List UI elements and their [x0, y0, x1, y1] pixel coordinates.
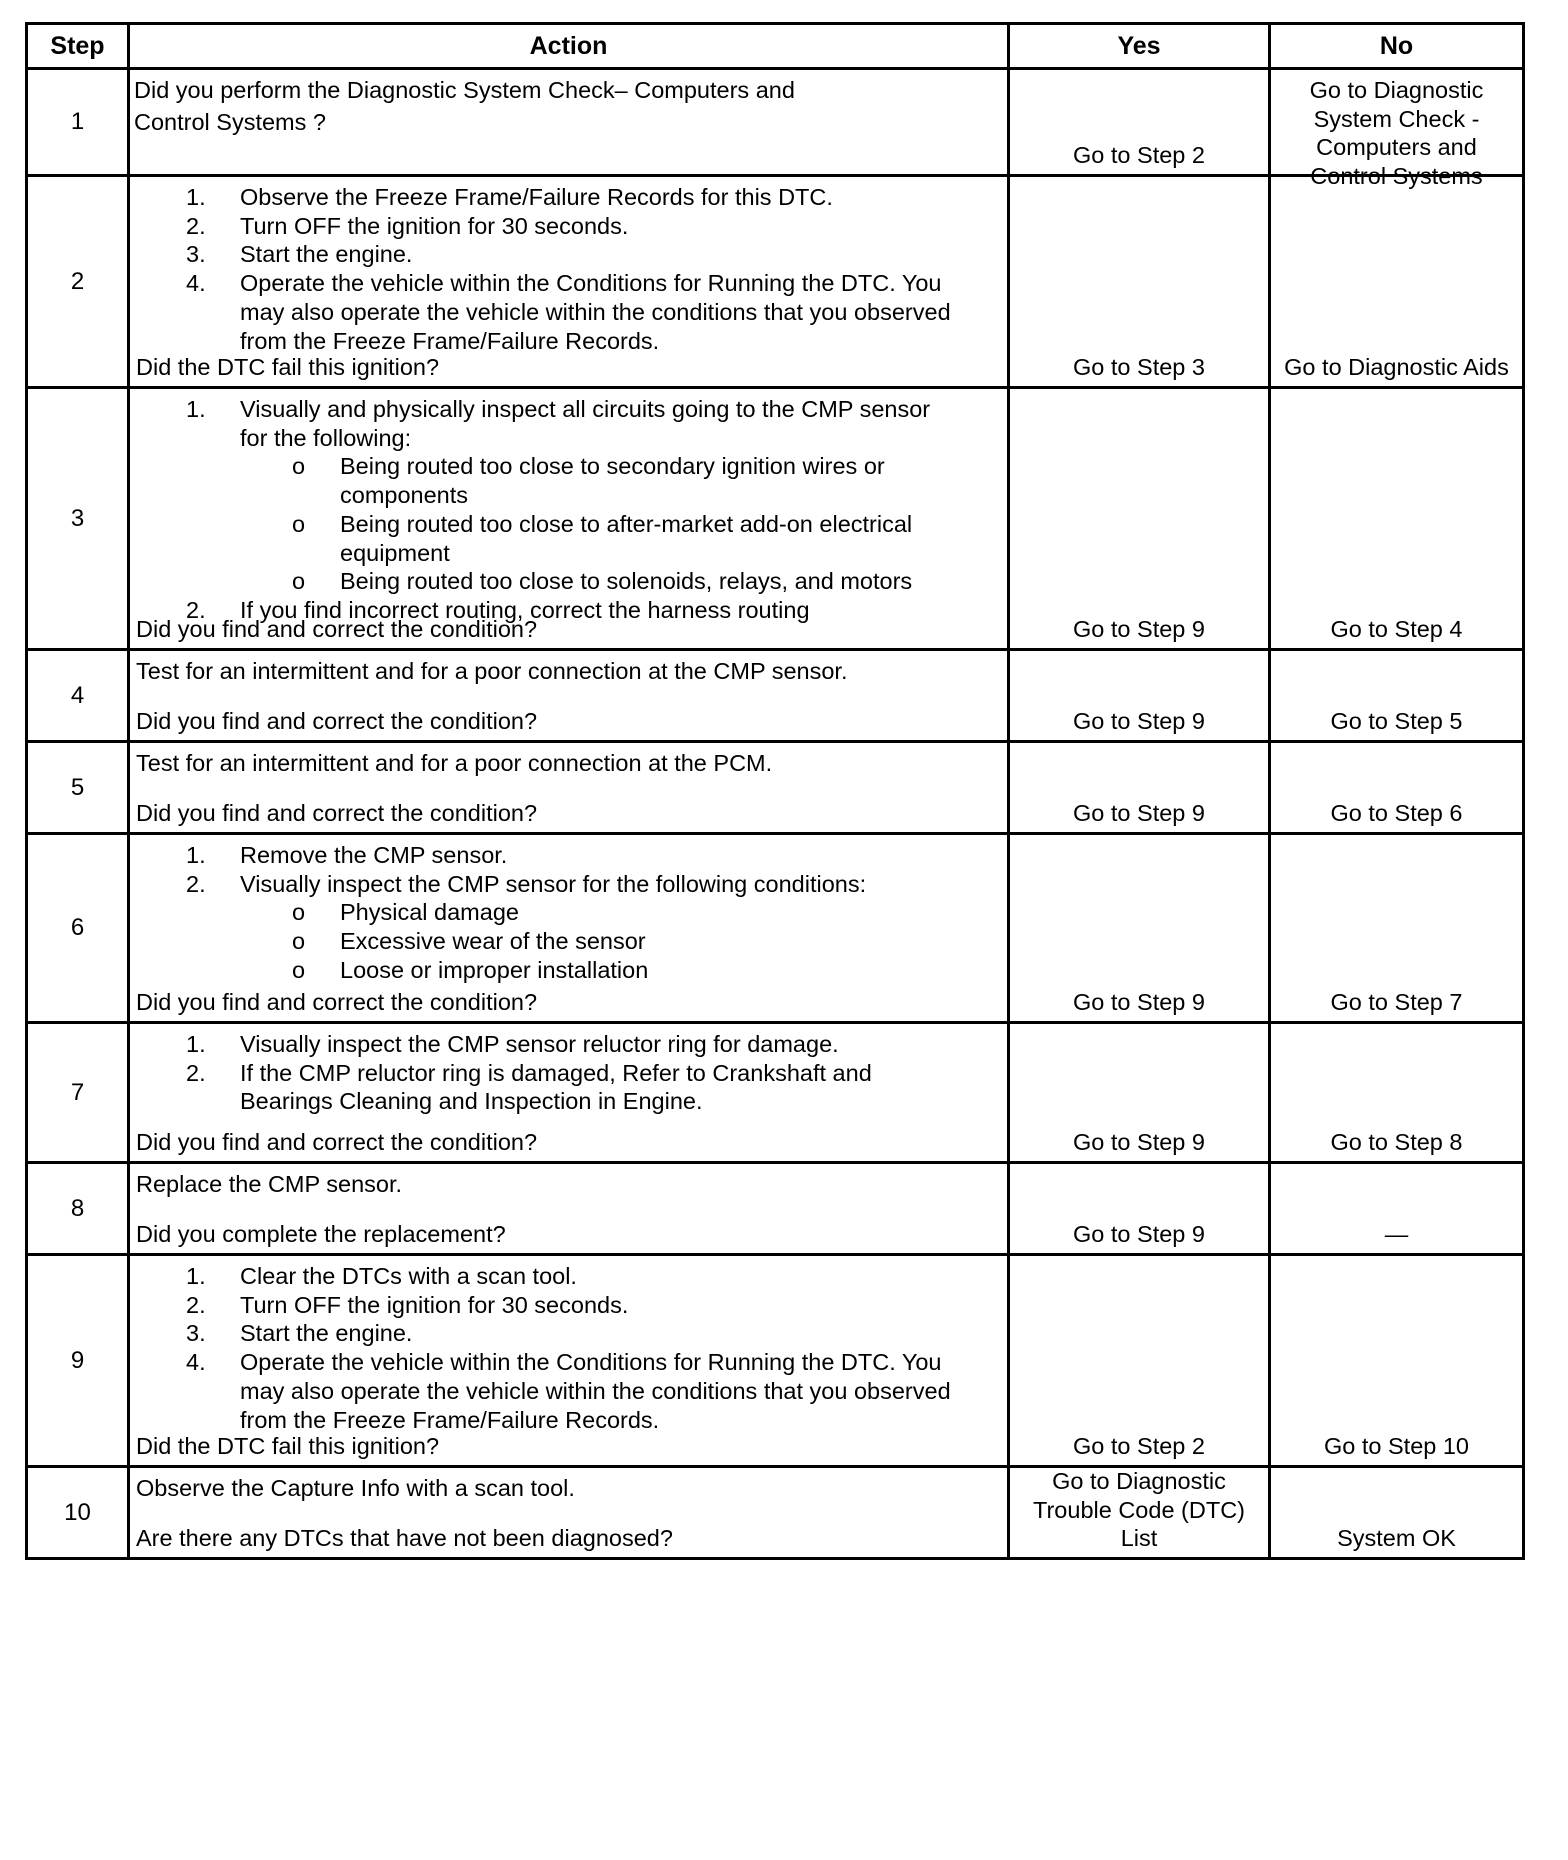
yes-link[interactable]: Go to Step 9: [1073, 1221, 1205, 1248]
action-cell: [127, 1164, 1007, 1253]
list-item: 3. Start the engine.: [186, 241, 413, 268]
no-link[interactable]: Go to Step 7: [1330, 989, 1463, 1016]
action-text: Test for an intermittent and for a poor connection at the CMP sensor.: [136, 658, 848, 684]
no-cell: [1268, 743, 1522, 832]
step-number: 10: [64, 1498, 91, 1526]
no-link[interactable]: Go to Step 10: [1323, 1433, 1470, 1460]
no-link[interactable]: Go to Step 5: [1330, 708, 1463, 735]
no-cell: [1268, 1024, 1522, 1161]
action-cell: [127, 1468, 1007, 1557]
step-number: 4: [70, 681, 85, 709]
yes-cell: [1007, 835, 1268, 1021]
question-text: Did the DTC fail this ignition?: [136, 354, 440, 381]
header-no: No: [1268, 25, 1522, 67]
table-row: [28, 1161, 1522, 1253]
header-yes: Yes: [1007, 25, 1268, 67]
sub-list-item: o Loose or improper installation: [292, 956, 649, 983]
list-item: 2. If you find incorrect routing, correct the harness routing: [186, 596, 810, 623]
sub-list-item: o Excessive wear of the sensor: [292, 928, 646, 955]
no-link[interactable]: Go to Step 4: [1330, 616, 1463, 643]
no-cell: [1268, 389, 1522, 648]
question-text: Are there any DTCs that have not been diagnosed?: [136, 1525, 673, 1552]
question-text: Did you find and correct the condition?: [136, 989, 538, 1016]
list-item: 1. Clear the DTCs with a scan tool.: [186, 1263, 577, 1289]
sub-list-item: o Being routed too close to after-market add-on electrical equipment: [292, 510, 913, 566]
list-item: 2. Visually inspect the CMP sensor for the following conditions:: [186, 870, 867, 897]
question-text: Did you complete the replacement?: [136, 1221, 506, 1248]
table-row: [28, 648, 1522, 740]
sub-list-item: o Being routed too close to secondary ignition wires or components: [292, 453, 885, 509]
step-number: 9: [70, 1346, 85, 1374]
yes-cell: [1007, 1468, 1268, 1557]
no-cell: [1268, 70, 1522, 190]
action-cell: [127, 389, 1007, 648]
action-list: [136, 395, 1003, 625]
action-cell: [127, 1256, 1007, 1465]
table-row: [28, 1465, 1522, 1557]
yes-link[interactable]: Go to Step 9: [1073, 708, 1205, 735]
yes-cell: [1007, 1164, 1268, 1253]
table-row: [28, 174, 1522, 386]
no-cell: [1268, 177, 1522, 386]
yes-link[interactable]: Go to Step 9: [1073, 800, 1205, 827]
step-number: 1: [70, 108, 85, 135]
yes-cell: [1007, 743, 1268, 832]
action-cell: [127, 835, 1007, 1021]
table-row: [28, 740, 1522, 832]
action-cell: [127, 651, 1007, 740]
no-cell: [1268, 1164, 1522, 1253]
question-text: Did you find and correct the condition?: [136, 616, 538, 643]
table-row: [28, 386, 1522, 648]
step-number: 8: [70, 1194, 85, 1222]
no-link[interactable]: Go to Diagnostic Aids: [1284, 354, 1509, 381]
list-item: 1. Remove the CMP sensor.: [186, 842, 508, 868]
yes-cell: [1007, 1024, 1268, 1161]
step-number: 5: [70, 773, 85, 801]
yes-link[interactable]: Go to Step 9: [1073, 989, 1205, 1016]
action-text: Observe the Capture Info with a scan tool.: [136, 1475, 575, 1501]
table-row: [28, 832, 1522, 1021]
yes-link[interactable]: Go to Step 9: [1073, 1129, 1205, 1156]
step-number: 6: [70, 914, 85, 941]
sub-list-item: o Being routed too close to solenoids, relays, and motors: [292, 568, 913, 595]
action-list: [136, 841, 1003, 985]
no-cell: [1268, 1468, 1522, 1557]
yes-link[interactable]: Go to Step 2: [1073, 1433, 1205, 1460]
step-number: 7: [70, 1078, 85, 1106]
no-link[interactable]: Go to Step 6: [1330, 800, 1463, 827]
action-list: [136, 183, 1003, 355]
action-text: Did you perform the Diagnostic System Check– Computers and: [134, 77, 795, 103]
action-cell: [127, 743, 1007, 832]
diagnostic-table: [25, 22, 1525, 1560]
action-text: Control Systems ?: [134, 109, 326, 135]
header-action: Action: [127, 25, 1007, 67]
list-item: 4. Operate the vehicle within the Conditions for Running the DTC. You may also operate the vehicle within the conditions that you observed from the Freeze Frame/Failure Records.: [186, 1349, 951, 1433]
no-cell: [1268, 651, 1522, 740]
no-cell: [1268, 1256, 1522, 1465]
no-link[interactable]: Go to Step 8: [1330, 1129, 1463, 1156]
table-row: [28, 1253, 1522, 1465]
yes-link[interactable]: Go to Step 9: [1073, 616, 1205, 643]
list-item: 4. Operate the vehicle within the Conditions for Running the DTC. You may also operate the vehicle within the conditions that you observed from the Freeze Frame/Failure Records.: [186, 270, 951, 354]
step-number: 3: [70, 504, 85, 532]
yes-cell: [1007, 177, 1268, 386]
table-header: [28, 25, 1522, 67]
list-item: 3. Start the engine.: [186, 1320, 413, 1347]
question-text: Did you find and correct the condition?: [136, 708, 538, 735]
list-item: 1. Visually and physically inspect all circuits going to the CMP sensor for the following:: [186, 396, 931, 451]
no-link[interactable]: Go to Diagnostic System Check - Computers and Control Systems: [1309, 77, 1484, 190]
list-item: 1. Observe the Freeze Frame/Failure Records for this DTC.: [186, 184, 833, 210]
yes-link[interactable]: Go to Diagnostic Trouble Code (DTC) List: [1033, 1467, 1245, 1552]
list-item: 2. Turn OFF the ignition for 30 seconds.: [186, 1291, 629, 1318]
no-value: —: [1384, 1221, 1409, 1248]
list-item: 2. Turn OFF the ignition for 30 seconds.: [186, 212, 629, 239]
question-text: Did you find and correct the condition?: [136, 1129, 538, 1156]
question-text: Did the DTC fail this ignition?: [136, 1433, 440, 1460]
action-cell: [127, 177, 1007, 386]
yes-cell: [1007, 1256, 1268, 1465]
no-value: System OK: [1337, 1525, 1456, 1552]
list-item: 1. Visually inspect the CMP sensor reluctor ring for damage.: [186, 1031, 839, 1057]
action-cell: [127, 1024, 1007, 1161]
action-list: [136, 1030, 1003, 1116]
question-text: Did you find and correct the condition?: [136, 800, 538, 827]
action-text: Test for an intermittent and for a poor connection at the PCM.: [136, 750, 773, 776]
table-row: [28, 67, 1522, 190]
yes-link[interactable]: Go to Step 3: [1073, 354, 1205, 381]
step-number: 2: [70, 267, 85, 295]
yes-link[interactable]: Go to Step 2: [1073, 142, 1205, 169]
header-step: Step: [50, 31, 105, 60]
list-item: 2. If the CMP reluctor ring is damaged, Refer to Crankshaft and Bearings Cleaning and Inspection in Engine.: [186, 1059, 872, 1115]
table-row: [28, 1021, 1522, 1161]
action-cell: [127, 70, 1007, 174]
no-cell: [1268, 835, 1522, 1021]
action-list: [136, 1262, 1003, 1434]
action-text: Replace the CMP sensor.: [136, 1171, 403, 1197]
yes-cell: [1007, 651, 1268, 740]
sub-list-item: o Physical damage: [292, 899, 519, 926]
yes-cell: [1007, 389, 1268, 648]
yes-cell: [1007, 70, 1268, 174]
